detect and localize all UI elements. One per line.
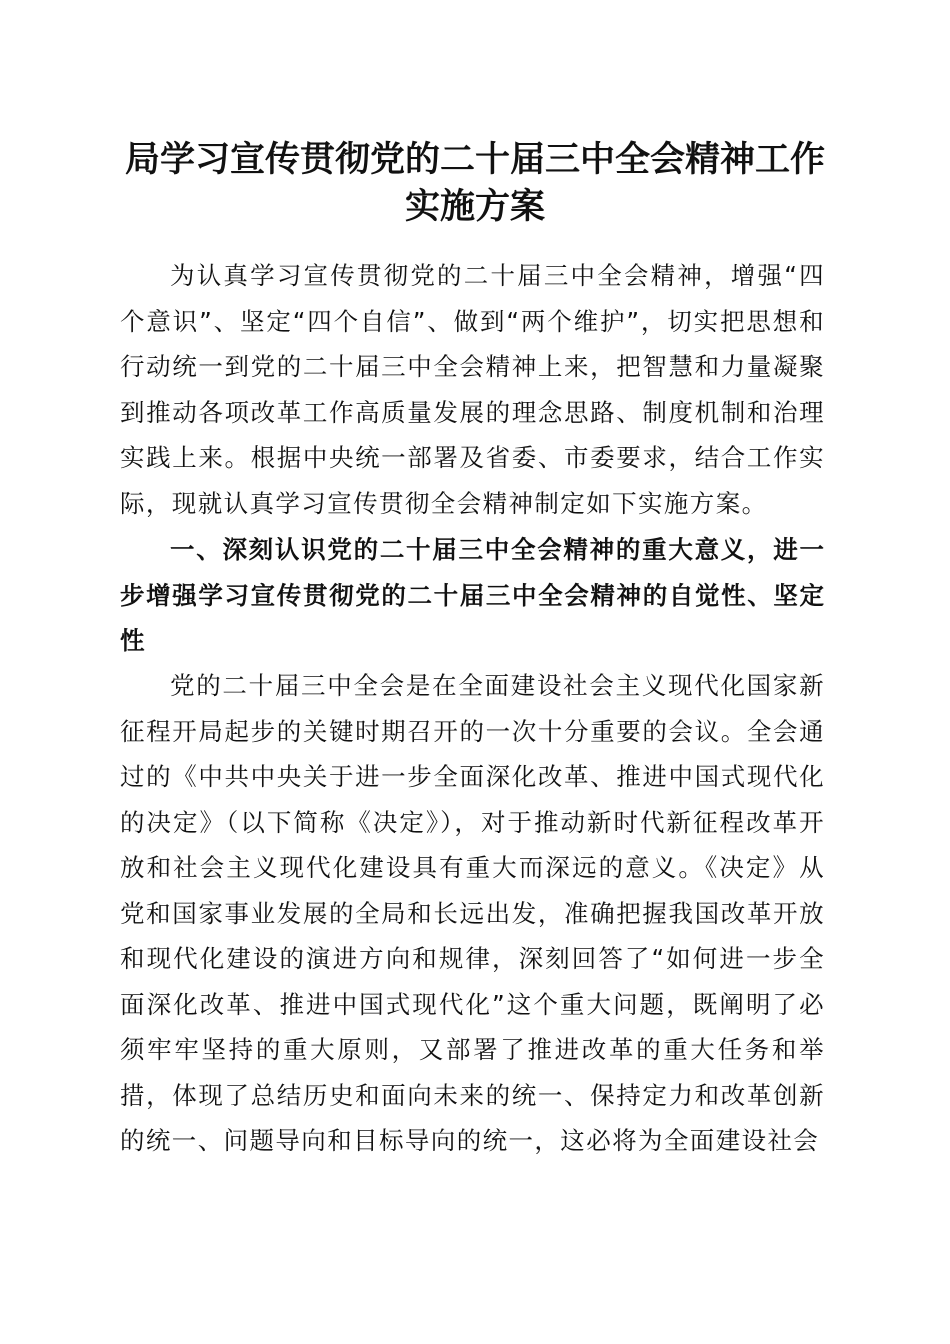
document-title-line-2: 实施方案 <box>404 186 545 227</box>
section-1-heading: 一、深刻认识党的二十届三中全会精神的重大意义，进一步增强学习宣传贯彻党的二十届三中全会精神的自觉性、坚定性 <box>120 535 825 655</box>
document-title-line-1: 局学习宣传贯彻党的二十届三中全会精神工作 <box>124 139 825 180</box>
intro-paragraph: 为认真学习宣传贯彻党的二十届三中全会精神，增强“四个意识”、坚定“四个自信”、做到“两个维护”，切实把思想和行动统一到党的二十届三中全会精神上来，把智慧和力量凝聚到推动各项改革工作高质量发展的理念思路、制度机制和治理实践上来。根据中央统一部署及省委、市委要求，结合工作实际，现就认真学习宣传贯彻全会精神制定如下实施方案。 <box>120 261 825 518</box>
section-1-paragraph: 党的二十届三中全会是在全面建设社会主义现代化国家新征程开局起步的关键时期召开的一次十分重要的会议。全会通过的《中共中央关于进一步全面深化改革、推进中国式现代化的决定》（以下简称《决定》），对于推动新时代新征程改革开放和社会主义现代化建设具有重大而深远的意义。《决定》从党和国家事业发展的全局和长远出发，准确把握我国改革开放和现代化建设的演进方向和规律，深刻回答了“如何进一步全面深化改革、推进中国式现代化”这个重大问题，既阐明了必须牢牢坚持的重大原则，又部署了推进改革的重大任务和举措，体现了总结历史和面向未来的统一、保持定力和改革创新的统一、问题导向和目标导向的统一，这必将为全面建设社会 <box>120 671 825 1155</box>
